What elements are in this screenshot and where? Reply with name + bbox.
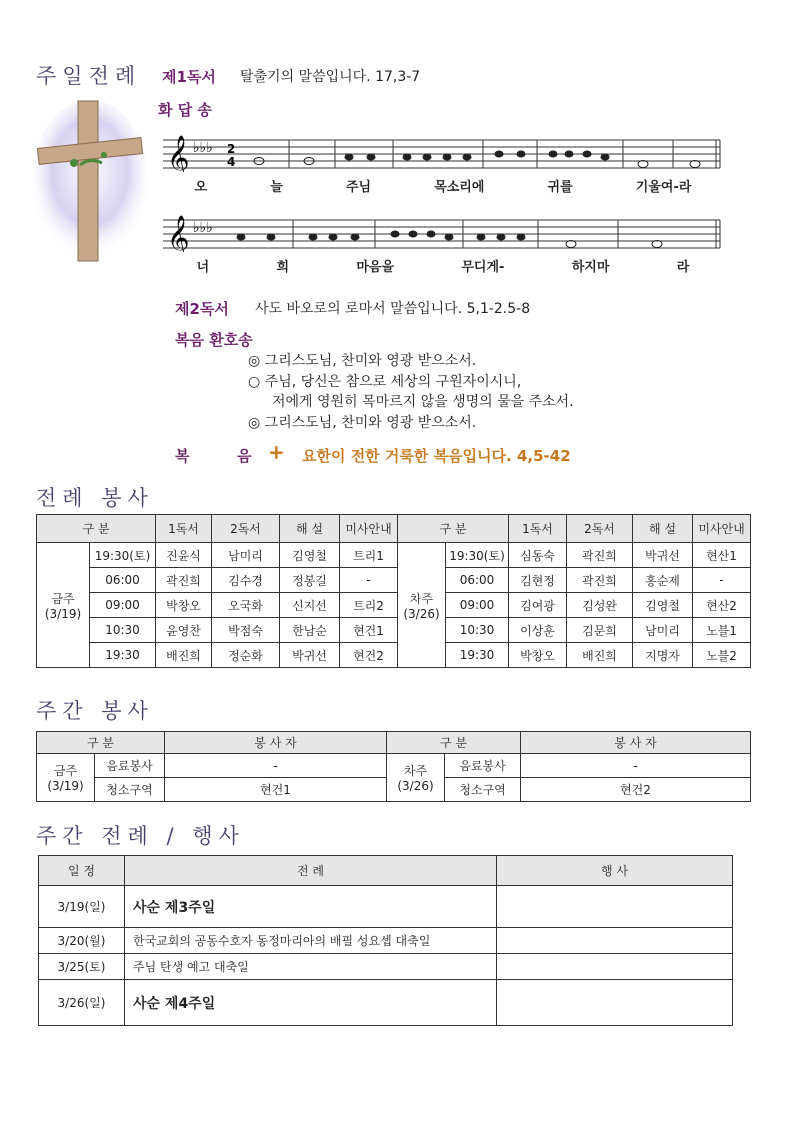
table-row <box>39 980 733 1026</box>
table-row <box>37 543 751 568</box>
liturgy-cell: 주님 탄생 예고 대축일 <box>125 954 497 980</box>
cell: 박창오 <box>509 643 567 668</box>
cell: 진윤식 <box>156 543 212 568</box>
lyric: 귀를 <box>547 180 573 195</box>
cell: 배진희 <box>567 643 633 668</box>
cell: 김여광 <box>509 593 567 618</box>
cell: 김성완 <box>567 593 633 618</box>
table-header-row <box>39 856 733 886</box>
date-cell: 3/20(월) <box>39 928 125 954</box>
cell: 현건2 <box>340 643 398 668</box>
cell: 청소구역 <box>95 778 165 802</box>
col-header: 구 분 <box>37 732 165 754</box>
cell: 김영철 <box>633 593 693 618</box>
table-row <box>39 928 733 954</box>
cell: 심동숙 <box>509 543 567 568</box>
cell: - <box>340 568 398 593</box>
reading1-text: 탈출기의 말씀입니다. 17,3-7 <box>240 69 421 85</box>
cell: 박창오 <box>156 593 212 618</box>
cell: 김수경 <box>212 568 280 593</box>
lyric: 너 <box>196 260 210 275</box>
acclamation-label: 복음 환호송 <box>175 331 253 349</box>
cell: 남미리 <box>633 618 693 643</box>
cell: 박점숙 <box>212 618 280 643</box>
lyric: 희 <box>276 260 290 275</box>
svg-text:2: 2 <box>227 142 236 156</box>
cell: 박귀선 <box>280 643 340 668</box>
cell: 윤영찬 <box>156 618 212 643</box>
date-cell: 3/26(일) <box>39 980 125 1026</box>
cell: 배진희 <box>156 643 212 668</box>
svg-text:4: 4 <box>227 155 236 169</box>
table-header-row <box>37 515 751 543</box>
event-cell <box>497 954 733 980</box>
cell: 김현정 <box>509 568 567 593</box>
acclamation-line-4: ◎ 그리스도님, 찬미와 영광 받으소서. <box>248 415 477 431</box>
svg-text:♭♭♭: ♭♭♭ <box>193 140 213 156</box>
col-header: 행 사 <box>497 856 733 886</box>
col-header: 1독서 <box>509 515 567 543</box>
liturgy-service-title: 전례 봉사 <box>36 486 154 510</box>
table-row <box>37 618 751 643</box>
lyric: 라 <box>676 260 690 275</box>
time-cell: 09:00 <box>90 593 156 618</box>
reading1-label: 제1독서 <box>162 68 216 86</box>
cell: - <box>521 754 751 778</box>
time-cell: 10:30 <box>90 618 156 643</box>
col-header: 봉 사 자 <box>521 732 751 754</box>
gospel-label-2: 음 <box>237 447 252 465</box>
time-cell: 19:30 <box>446 643 509 668</box>
lyric: 무디게- <box>461 260 505 275</box>
time-cell: 09:00 <box>446 593 509 618</box>
psalm-lyrics-2 <box>163 256 723 275</box>
lyric: 늘 <box>270 180 283 195</box>
cell: 노블2 <box>693 643 751 668</box>
cross-icon: + <box>268 440 285 464</box>
reading2-text: 사도 바오로의 로마서 말씀입니다. 5,1-2.5-8 <box>255 301 531 317</box>
cell: 김문희 <box>567 618 633 643</box>
acclamation-line-1: ◎ 그리스도님, 찬미와 영광 받으소서. <box>248 353 477 369</box>
cell: 남미리 <box>212 543 280 568</box>
col-header: 일 정 <box>39 856 125 886</box>
cell: 곽진희 <box>156 568 212 593</box>
weekly-service-title: 주간 봉사 <box>36 699 154 723</box>
col-header: 미사안내 <box>340 515 398 543</box>
col-header: 구 분 <box>398 515 509 543</box>
col-header: 1독서 <box>156 515 212 543</box>
time-cell: 06:00 <box>90 568 156 593</box>
liturgy-service-table <box>36 514 751 668</box>
cell: 박귀선 <box>633 543 693 568</box>
table-row <box>37 754 751 778</box>
cell: - <box>693 568 751 593</box>
lyric: 주님 <box>345 180 372 195</box>
event-cell <box>497 886 733 928</box>
time-cell: 10:30 <box>446 618 509 643</box>
weekly-events-title: 주간 전례 / 행사 <box>36 824 245 848</box>
group-label: 금주 (3/19) <box>37 754 95 802</box>
acclamation-line-3: 저에게 영원히 목마르지 않을 생명의 물을 주소서. <box>272 394 574 410</box>
gospel-label-1: 복 <box>175 447 190 465</box>
col-header: 2독서 <box>212 515 280 543</box>
table-row <box>37 568 751 593</box>
cell: 지명자 <box>633 643 693 668</box>
cell: 현건2 <box>521 778 751 802</box>
cell: 오국화 <box>212 593 280 618</box>
cell: 현산2 <box>693 593 751 618</box>
group-label: 차주 (3/26) <box>398 543 446 668</box>
time-cell: 06:00 <box>446 568 509 593</box>
cell: 신지선 <box>280 593 340 618</box>
cell: 노블1 <box>693 618 751 643</box>
music-staff-1 <box>163 132 723 195</box>
lyric: 목소리에 <box>434 180 485 195</box>
cell: 현건1 <box>340 618 398 643</box>
cell: 정순화 <box>212 643 280 668</box>
table-row <box>39 886 733 928</box>
liturgy-cell: 사순 제4주일 <box>125 980 497 1026</box>
time-cell: 19:30(토) <box>90 543 156 568</box>
weekly-events-table <box>38 855 733 1026</box>
svg-text:𝄞: 𝄞 <box>167 215 190 252</box>
lyric: 오 <box>194 180 208 195</box>
lyric: 하지마 <box>571 260 610 275</box>
table-row <box>39 954 733 980</box>
reading2-label: 제2독서 <box>175 300 229 318</box>
table-row <box>37 593 751 618</box>
cell: 곽진희 <box>567 543 633 568</box>
time-cell: 19:30(토) <box>446 543 509 568</box>
cell: 정봉길 <box>280 568 340 593</box>
svg-text:♭♭♭: ♭♭♭ <box>193 220 213 236</box>
weekly-service-table <box>36 731 751 802</box>
cell: 청소구역 <box>445 778 521 802</box>
col-header: 구 분 <box>37 515 156 543</box>
psalm-label: 화 답 송 <box>158 101 212 119</box>
col-header: 해 설 <box>633 515 693 543</box>
gospel-text: 요한이 전한 거룩한 복음입니다. 4,5-42 <box>302 447 571 465</box>
table-row <box>37 643 751 668</box>
event-cell <box>497 928 733 954</box>
cell: 음료봉사 <box>95 754 165 778</box>
cell: 트리2 <box>340 593 398 618</box>
music-staff-2 <box>163 212 723 275</box>
col-header: 해 설 <box>280 515 340 543</box>
col-header: 2독서 <box>567 515 633 543</box>
col-header: 봉 사 자 <box>165 732 387 754</box>
cell: 현산1 <box>693 543 751 568</box>
group-label: 금주 (3/19) <box>37 543 90 668</box>
col-header: 구 분 <box>387 732 521 754</box>
cell: 홍순제 <box>633 568 693 593</box>
date-cell: 3/25(토) <box>39 954 125 980</box>
acclamation-line-2: ○ 주님, 당신은 참으로 세상의 구원자이시니, <box>248 374 522 390</box>
cell: 트리1 <box>340 543 398 568</box>
cell: 김영철 <box>280 543 340 568</box>
col-header: 미사안내 <box>693 515 751 543</box>
time-cell: 19:30 <box>90 643 156 668</box>
col-header: 전 례 <box>125 856 497 886</box>
cell: 음료봉사 <box>445 754 521 778</box>
cell: 현건1 <box>165 778 387 802</box>
liturgy-title: 주일전례 <box>36 64 142 88</box>
psalm-lyrics-1 <box>163 176 723 195</box>
liturgy-cell: 한국교회의 공동수호자 동정마리아의 배필 성요셉 대축일 <box>125 928 497 954</box>
cell: 곽진희 <box>567 568 633 593</box>
cell: - <box>165 754 387 778</box>
table-header-row <box>37 732 751 754</box>
liturgy-cell: 사순 제3주일 <box>125 886 497 928</box>
lyric: 기울여-라 <box>635 180 692 195</box>
cell: 이상훈 <box>509 618 567 643</box>
date-cell: 3/19(일) <box>39 886 125 928</box>
event-cell <box>497 980 733 1026</box>
lyric: 마음을 <box>356 260 395 275</box>
cross-illustration <box>30 95 150 265</box>
group-label: 차주 (3/26) <box>387 754 445 802</box>
svg-text:𝄞: 𝄞 <box>167 135 190 172</box>
cell: 한남순 <box>280 618 340 643</box>
